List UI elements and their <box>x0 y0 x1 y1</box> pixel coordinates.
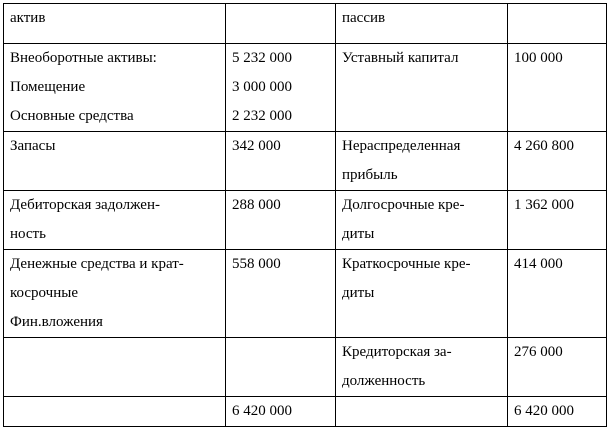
liability-value-cell <box>508 44 607 132</box>
asset-label-cell <box>4 44 226 132</box>
table-row <box>4 44 607 132</box>
cell-line: Кредиторская за- <box>342 344 452 360</box>
cell-line: 2 232 000 <box>232 108 292 124</box>
cell-line: Уставный капитал <box>342 50 459 66</box>
balance-sheet-table <box>3 3 607 427</box>
liability-label-cell <box>336 397 508 427</box>
asset-label-cell <box>4 4 226 44</box>
asset-value-cell <box>226 44 336 132</box>
liability-total-cell <box>508 397 607 427</box>
asset-value-cell <box>226 4 336 44</box>
cell-line: Внеоборотные активы: <box>10 50 157 66</box>
liability-label-cell <box>336 338 508 397</box>
cell-line: косрочные <box>10 285 78 301</box>
liability-total-value: 6 420 000 <box>514 403 574 419</box>
liability-value-cell <box>508 132 607 191</box>
liability-value-cell <box>508 250 607 338</box>
cell-line: прибыль <box>342 167 398 183</box>
table-row <box>4 191 607 250</box>
cell-line: Дебиторская задолжен- <box>10 197 160 213</box>
cell-line: диты <box>342 285 375 301</box>
asset-value-cell <box>226 191 336 250</box>
cell-line: ность <box>10 226 46 242</box>
cell-line: 3 000 000 <box>232 79 292 95</box>
liability-value-cell <box>508 338 607 397</box>
cell-line: долженность <box>342 373 426 389</box>
cell-line: 342 000 <box>232 138 281 154</box>
liability-label-cell <box>336 250 508 338</box>
table-row <box>4 338 607 397</box>
cell-line: диты <box>342 226 375 242</box>
cell-line: Денежные средства и крат- <box>10 256 184 272</box>
asset-total-cell <box>226 397 336 427</box>
asset-label-cell <box>4 397 226 427</box>
asset-value-cell <box>226 338 336 397</box>
liability-value-cell <box>508 191 607 250</box>
liability-label-cell <box>336 44 508 132</box>
cell-line: 100 000 <box>514 50 563 66</box>
asset-total-value: 6 420 000 <box>232 403 292 419</box>
cell-line: актив <box>10 10 46 26</box>
cell-line: Нераспределенная <box>342 138 461 154</box>
table-row <box>4 132 607 191</box>
liability-label-cell <box>336 132 508 191</box>
liability-value-cell <box>508 4 607 44</box>
cell-line: 4 260 800 <box>514 138 574 154</box>
asset-label-cell <box>4 132 226 191</box>
asset-label-cell <box>4 191 226 250</box>
cell-line: Фин.вложения <box>10 314 103 330</box>
asset-label-cell <box>4 250 226 338</box>
table-row <box>4 250 607 338</box>
cell-line: Помещение <box>10 79 86 95</box>
cell-line: пассив <box>342 10 386 26</box>
cell-line: Запасы <box>10 138 56 154</box>
cell-line: 276 000 <box>514 344 563 360</box>
liability-label-cell <box>336 191 508 250</box>
cell-line: 288 000 <box>232 197 281 213</box>
cell-line: Краткосрочные кре- <box>342 256 471 272</box>
cell-line: 1 362 000 <box>514 197 574 213</box>
cell-line: 414 000 <box>514 256 563 272</box>
cell-line: Основные средства <box>10 108 134 124</box>
liability-label-cell <box>336 4 508 44</box>
cell-line: 5 232 000 <box>232 50 292 66</box>
table-row <box>4 397 607 427</box>
cell-line: 558 000 <box>232 256 281 272</box>
table-row <box>4 4 607 44</box>
cell-line: Долгосрочные кре- <box>342 197 465 213</box>
asset-value-cell <box>226 132 336 191</box>
asset-value-cell <box>226 250 336 338</box>
asset-label-cell <box>4 338 226 397</box>
